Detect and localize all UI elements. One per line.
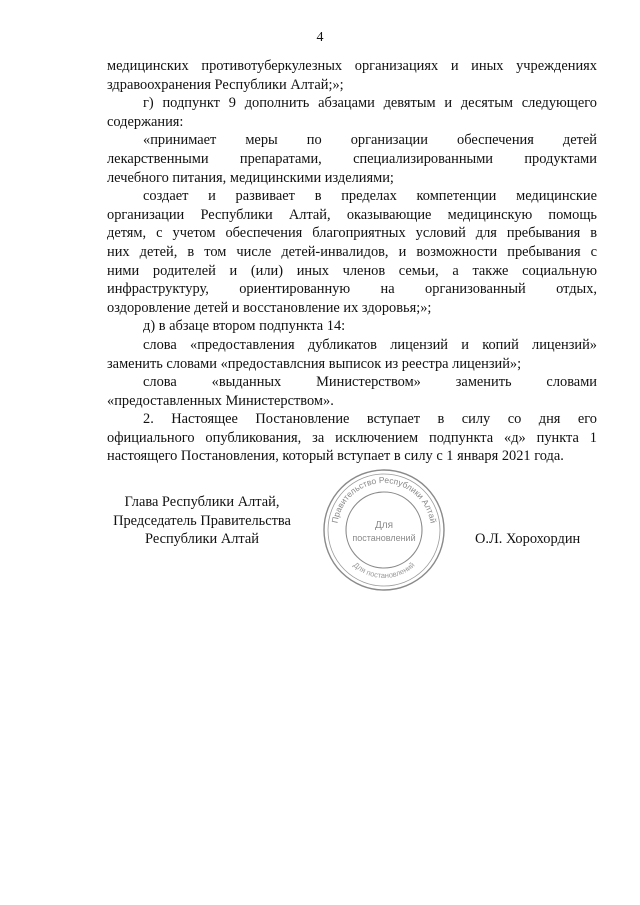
text-line: детям, с учетом обеспечения благоприятных условий для пребывания в: [107, 225, 597, 242]
text-line: заменить словами «предоставлсния выписок из реестра лицензий»;: [107, 355, 522, 372]
text-line: «предоставленных Министерством».: [107, 392, 334, 409]
text-line: инфраструктуру, ориентированную на организованный отдых,: [107, 281, 597, 298]
page-number: 4: [316, 30, 324, 45]
stamp-ring-text: Правительство Республики Алтай: [329, 474, 439, 524]
text-line: содержания:: [107, 113, 184, 130]
signatory-title-line: Председатель Правительства: [113, 512, 291, 529]
text-line: лечебного питания, медицинскими изделиями;: [107, 169, 394, 186]
text-line: ними родителей и (или) иных членов семьи, а также социальную: [107, 262, 597, 279]
stamp-center-line: постановлений: [352, 533, 416, 543]
text-line: слова «выданных Министерством» заменить словами: [143, 374, 597, 391]
signatory-title: [107, 493, 297, 549]
text-line: медицинских противотуберкулезных организациях и иных учреждениях: [107, 58, 597, 74]
text-line: организации Республики Алтай, оказывающие медицинскую помощь: [107, 206, 597, 223]
text-line: здравоохранения Республики Алтай;»;: [107, 76, 344, 93]
stamp-seal-icon: [321, 467, 447, 593]
text-line: них детей, в том числе детей-инвалидов, и возможности пребывания с: [107, 243, 597, 260]
text-line: «принимает меры по организации обеспечения детей: [143, 132, 597, 149]
text-line: слова «предоставления дубликатов лицензий и копий лицензий»: [143, 336, 597, 353]
text-line: оздоровление детей и восстановление их здоровья;»;: [107, 299, 432, 316]
signatory-title-line: Глава Республики Алтай,: [124, 494, 280, 510]
official-stamp: [321, 467, 447, 593]
text-line: официального опубликования, за исключением подпункта «д» пункта 1: [107, 429, 597, 446]
document-body: [107, 57, 597, 466]
signatory-name: О.Л. Хорохордин: [475, 531, 581, 547]
signatory-title-line: Республики Алтай: [145, 531, 259, 548]
text-line: г) подпункт 9 дополнить абзацами девятым и десятым следующего: [143, 95, 597, 112]
stamp-ring-text-bottom: Для постановлений: [351, 560, 417, 581]
text-line: лекарственными препаратами, специализированными продуктами: [107, 150, 597, 167]
text-line: д) в абзаце втором подпункта 14:: [143, 318, 346, 335]
text-line: 2. Настоящее Постановление вступает в силу со дня его: [143, 411, 597, 428]
text-line: создает и развивает в пределах компетенции медицинские: [143, 188, 597, 205]
text-line: настоящего Постановления, который вступает в силу с 1 января 2021 года.: [107, 448, 564, 465]
stamp-center-line: Для: [374, 520, 394, 531]
